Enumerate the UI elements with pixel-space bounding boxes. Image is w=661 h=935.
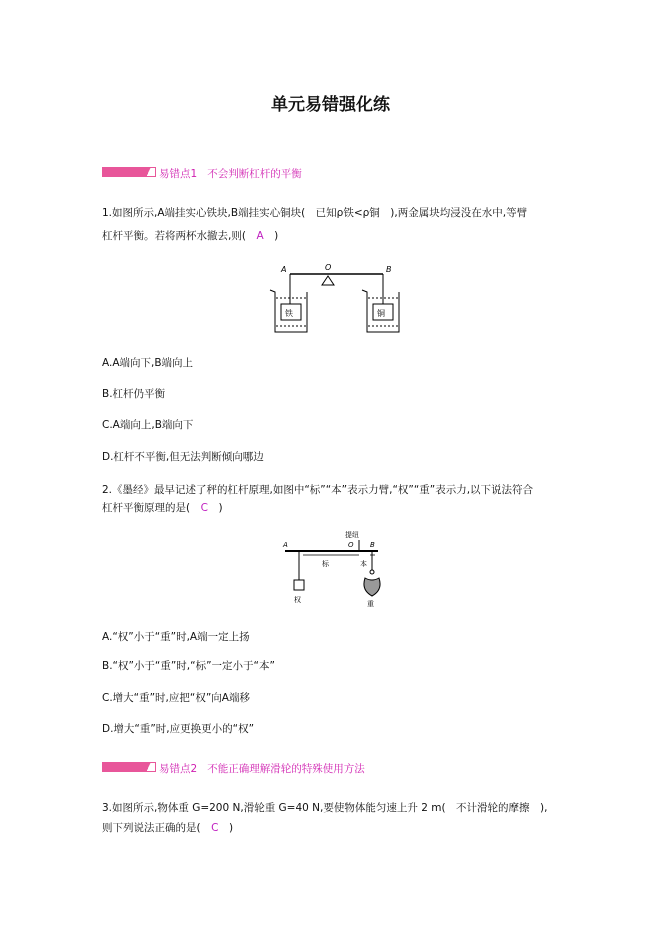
q2-option-d: D.增大“重”时,应更换更小的“权” xyxy=(102,723,255,735)
label-b: B xyxy=(386,265,392,274)
q1-option-a: A.A端向下,B端向上 xyxy=(102,357,194,369)
lever-beaker-figure xyxy=(255,262,415,337)
section-heading-1: 易错点1 不会判断杠杆的平衡 xyxy=(159,168,302,180)
label-o: O xyxy=(325,263,332,272)
q1-option-c: C.A端向上,B端向下 xyxy=(102,419,194,431)
zhong-label: 重 xyxy=(367,600,374,608)
q3-text: 3.如图所示,物体重 G=200 N,滑轮重 G=40 N,要使物体能匀速上升 2 m( 不计滑轮的摩擦 ), xyxy=(102,802,548,814)
q3-text-2: 则下列说法正确的是( C ) xyxy=(102,822,234,834)
q1-option-d: D.杠杆不平衡,但无法判断倾向哪边 xyxy=(102,451,264,463)
section-heading-2: 易错点2 不能正确理解滑轮的特殊使用方法 xyxy=(159,763,365,775)
q2-text-2: 杠杆平衡原理的是( C ) xyxy=(102,502,223,514)
iron-label: 铁 xyxy=(285,309,293,318)
copper-label: 铜 xyxy=(377,309,385,318)
ben-label: 本 xyxy=(360,560,367,568)
section-banner-icon xyxy=(102,762,156,772)
label-o: O xyxy=(348,541,354,549)
page-title: 单元易错强化练 xyxy=(271,95,390,115)
handle-label: 提纽 xyxy=(345,531,359,539)
q2-option-a: A.“权”小于“重”时,A端一定上扬 xyxy=(102,631,250,643)
q1-text: 1.如图所示,A端挂实心铁块,B端挂实心铜块( 已知ρ铁<ρ铜 ),两金属块均浸没在水中,等臂 xyxy=(102,207,528,219)
q2-option-c: C.增大“重”时,应把“权”向A端移 xyxy=(102,692,250,704)
label-b: B xyxy=(370,541,375,549)
steelyard-figure xyxy=(275,530,390,610)
label-a: A xyxy=(283,541,288,549)
q2-text: 2.《墨经》最早记述了秤的杠杆原理,如图中“标”“本”表示力臂,“权”“重”表示力,以下说法符合 xyxy=(102,484,534,496)
q2-option-b: B.“权”小于“重”时,“标”一定小于“本” xyxy=(102,660,275,672)
q1-text-2: 杠杆平衡。若将两杯水撤去,则( A ) xyxy=(102,230,279,242)
label-a: A xyxy=(281,265,287,274)
biao-label: 标 xyxy=(322,560,329,568)
section-banner-icon xyxy=(102,167,156,177)
quan-label: 权 xyxy=(294,596,301,604)
q1-option-b: B.杠杆仍平衡 xyxy=(102,388,166,400)
